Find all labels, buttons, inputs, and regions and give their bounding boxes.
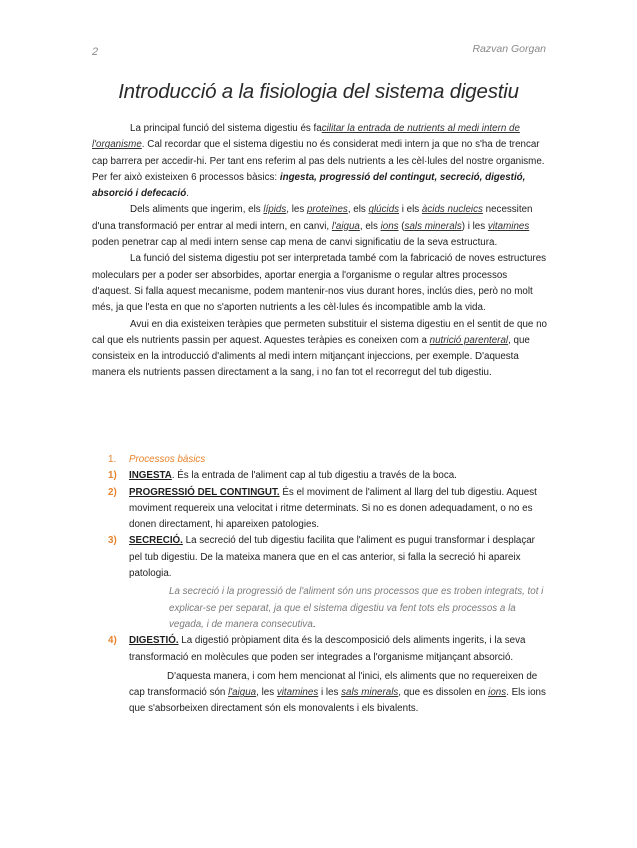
link-aigua-2[interactable]: l'aigua (228, 687, 257, 699)
author-name: Razvan Gorgan (472, 43, 546, 55)
link-lipids[interactable]: lípids (263, 204, 287, 216)
keyword-secrecio: SECRECIÓ. (129, 535, 183, 547)
paragraph-3: La funció del sistema digestiu pot ser interpretada també com la fabricació de noves estructures moleculars per a poder ser absorbides, aportar energia a l'organisme o regular altres processos d'aquest. Si falla aquest mecanisme, podem mantenir-nos vius durant hores, inclús dies, però no molt més, ja que l'esta en que no s'aporten nutrients a les cèl·lules és incompatible amb la vida. (92, 253, 547, 314)
link-vitamines-2[interactable]: vitamines (276, 687, 319, 699)
link-nutrients[interactable]: cilitar la entrada de nutrients al medi intern de l'organisme (92, 123, 520, 151)
link-aigua[interactable]: l'aigua (331, 220, 360, 232)
section-title: Processos bàsics (129, 454, 206, 465)
link-proteines[interactable]: proteïnes (306, 204, 348, 216)
section-heading (108, 452, 548, 468)
keyword-progressio: PROGRESSIÓ DEL CONTINGUT. (129, 486, 280, 498)
intro-body (92, 121, 548, 382)
list-item: 3) SECRECIÓ. La secreció del tub digestiu facilita que l'aliment es pugui transformar i desplaçar pel tub digestiu. De la mateixa manera que en el cas anterior, si falla la secreció hi apareix patologia. (108, 535, 535, 580)
link-sals-minerals-2[interactable]: sals minerals (341, 687, 399, 699)
paragraph-1: La principal funció del sistema digestiu és facilitar la entrada de nutrients al medi intern de l'organisme. Cal recordar que el sistema digestiu no és considerat medi intern ja que no s'ha de trencar cap barrera per accedir-hi. Per tant ens referim al pas dels nutrients a les cèl·lules del nostre organisme. Per fer això existeixen 6 processos bàsics: ingesta, progressió del contingut, secreció, digestió, absorció i defecació. (92, 123, 545, 200)
link-ions-2[interactable]: ions (488, 687, 507, 699)
page-number: 2 (92, 46, 99, 58)
note-quote: La secreció i la progressió de l'aliment són uns processos que es troben integrats, tot i explicar-se per separat, ja que el sistema digestiu va fent tots els processos a la vegada, i de manera consecutiva. (169, 586, 544, 630)
processes-section (108, 452, 548, 728)
link-sals-minerals[interactable]: sals minerals (404, 220, 462, 232)
link-vitamines[interactable]: vitamines (487, 220, 530, 232)
list-item: 1) INGESTA. És la entrada de l'aliment cap al tub digestiu a través de la boca. (108, 470, 457, 482)
link-acids-nucleics[interactable]: àcids nucleics (421, 204, 483, 216)
list-item: 4) DIGESTIÓ. La digestió pròpiament dita és la descomposició dels aliments ingerits, i la seva transformació en molècules que poden ser integrades a l'organisme mitjançant absorció. (108, 635, 526, 663)
paragraph-4: Avui en dia existeixen teràpies que permeten substituir el sistema digestiu en el sentit de que no cal que els nutrients passin per aquest. Aquestes teràpies es coneixen com a nutrició parenteral, que consisteix en la introducció d'aliments al medi intern mitjançant injeccions, per exemple. D'aquesta manera els nutrients passen directament a la sang, i no fan tot el recorregut del tub digestiu. (92, 318, 547, 379)
page-title: Introducció a la fisiologia del sistema digestiu (118, 80, 519, 103)
paragraph-2: Dels aliments que ingerim, els lípids, les proteïnes, els glúcids i els àcids nucleics necessiten d'una transformació per entrar al medi intern, en canvi, l'aigua, els ions (sals minerals) i les vitamines poden penetrar cap al medi intern sense cap mena de canvi significatiu de la seva estructura. (92, 204, 533, 249)
keyword-ingesta: INGESTA (129, 470, 172, 482)
section-number: 1. (108, 454, 117, 465)
keyword-digestio: DIGESTIÓ. (129, 635, 179, 647)
link-ions[interactable]: ions (380, 220, 399, 232)
link-glucids[interactable]: glúcids (368, 204, 400, 216)
list-item: 2) PROGRESSIÓ DEL CONTINGUT. És el moviment de l'aliment al llarg del tub digestiu. Aquest moviment requereix una velocitat i ritme determinats. Si no es donen adequadament, o no es donen directament, hi apareixen patologies. (108, 486, 537, 531)
link-nutricio-parenteral[interactable]: nutrició parenteral (429, 334, 509, 346)
continuation-paragraph: D'aquesta manera, i com hem mencionat al l'inici, els aliments que no requereixen de cap transformació són l'aigua, les vitamines i les sals minerals, que es dissolen en ions. Els ions que s'absorbeixen directament són els monovalents i els bivalents. (129, 670, 546, 715)
